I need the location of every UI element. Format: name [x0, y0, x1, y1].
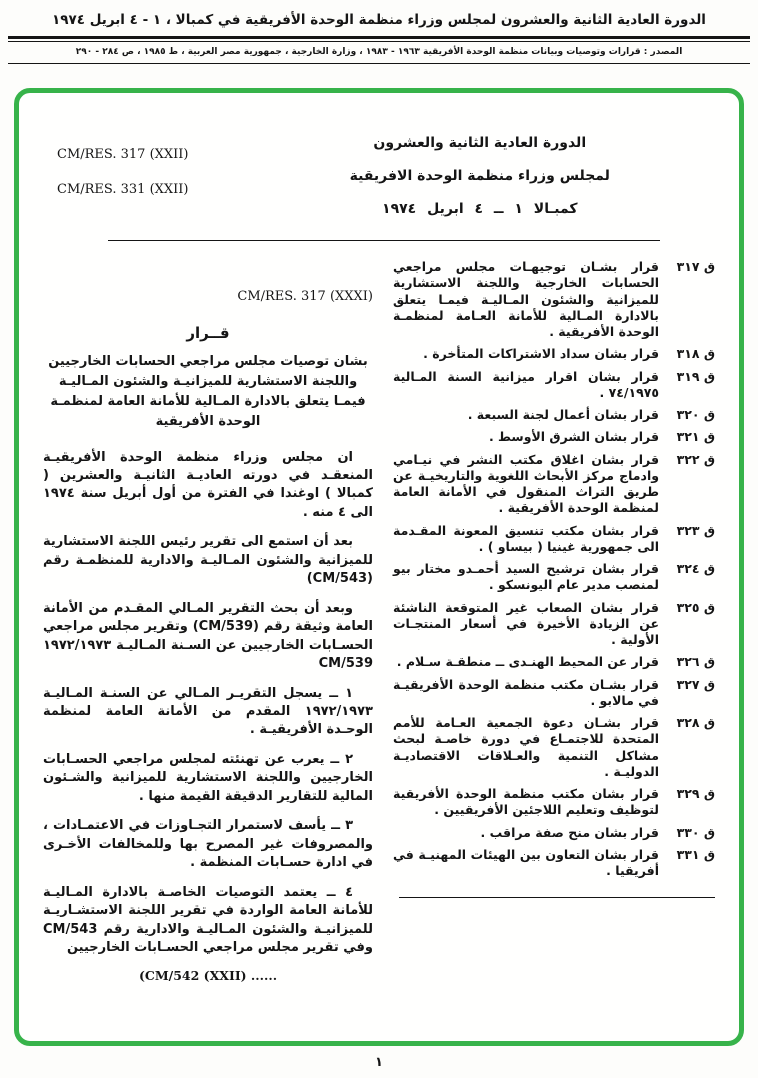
cm-res-ref-2: CM/RES. 331 (XXII): [57, 182, 189, 197]
resolution-list-item: [393, 523, 715, 556]
resolution-list-item: [393, 346, 715, 362]
resolution-text: قرار بشان الشرق الأوسط .: [488, 429, 659, 445]
body-paragraph: ٢ ــ يعرب عن تهنئته لمجلس مراجعي الحسـابات الخارجيين واللجنة الاستشارية للميزانية والشـئون المالية للتقارير الدقيقة القيمة منها .: [43, 751, 373, 804]
resolution-list-item: [393, 407, 715, 423]
resolution-text: قرار بشان سداد الاشتراكات المتأخرة .: [423, 346, 659, 362]
body-paragraph: بعد أن استمع الى تقرير رئيس اللجنة الاستشارية للميزانية والشئون المـاليـة والادارية للمنظمـة رقم (CM/543): [43, 534, 373, 587]
resolution-list-item: [393, 847, 715, 880]
session-date-line: كمبـالا ١ ــ ٤ ابريل ١٩٧٤: [382, 201, 578, 217]
resolution-text: قرار بشان أعمال لجنة السبعة .: [467, 407, 659, 422]
resolution-list-item: [393, 825, 715, 841]
resolution-number: ق ٣٢٠: [676, 407, 715, 422]
resolution-number: ق ٣٢٩: [676, 786, 715, 801]
resolution-text: قرار بشان اقرار ميزانية السنة المـالية ٧٤/١٩٧٥ .: [393, 368, 659, 400]
resolutions-index-list: [393, 259, 715, 983]
resolution-number: ق ٣١٩: [676, 368, 715, 384]
resolution-number: ق ٣٣٠: [676, 824, 715, 840]
cm-res-body-ref: CM/RES. 317 (XXXI): [237, 289, 373, 304]
resolution-list-item: [393, 429, 715, 445]
body-paragraph: ١ ــ يسجل التقريـر المـالي عن السنـة المـاليـة ١٩٧٢/١٩٧٣ المقدم من الأمانة العامة لمنظمة الوحـدة الأفريقيـة .: [43, 685, 373, 738]
resolution-title: قــرار: [186, 324, 230, 342]
resolution-number: ق ٣٣١: [676, 846, 715, 862]
body-paragraph: ٤ ــ يعتمد التوصيات الخاصـة بالادارة المـاليـة للأمانة العامة الواردة في تقرير اللجنة الاستشـاريـة للميزانيـة والشئون المـاليـة والادارية رقم CM/543 وفي تقرير مجلس مراجعي الحسـابات الخارجيين: [43, 884, 373, 955]
footer-document-ref: (CM/542 (XXII) ......: [138, 968, 278, 984]
session-header: [43, 133, 715, 232]
resolution-text: قرار عن المحيط الهنـدى ــ منطقـة سـلام .: [396, 654, 659, 670]
thin-rule: [8, 63, 750, 64]
resolution-body-column: [43, 259, 373, 983]
page-number: ١: [375, 1055, 383, 1070]
resolution-list-item: [393, 259, 715, 340]
resolution-subtitle: بشان توصيات مجلس مراجعي الحسابات الخارجيين واللجنة الاستشارية للميزانيـة والشئون المـاليـة فيمـا يتعلق بالادارة المـالية للأمانة العامة لمنظمـة الوحدة الأفريقية: [48, 354, 368, 430]
resolution-number: ق ٣٢٢: [676, 451, 715, 467]
resolution-text: قرار بشـان مكتب منظمة الوحدة الأفريقيـة في مالابو .: [393, 676, 659, 708]
resolution-number: ق ٣٢٤: [676, 561, 715, 576]
body-paragraph: وبعد أن بحث التقرير المـالي المقـدم من الأمانة العامة وثيقة رقم (CM/539) وتقرير مجلس مراجعي الحسـابات الخارجيين عن السـنة المـاليـة ١٩٧٢/١٩٧٣ CM/539: [43, 600, 373, 672]
resolution-number: ق ٣١٧: [676, 259, 715, 274]
session-title-line2: لمجلس وزراء منظمة الوحدة الافريقية: [349, 168, 610, 184]
resolution-text: قرار بشان مكتب تنسيق المعونة المقـدمة الى جمهورية غينيا ( بيساو ) .: [393, 522, 659, 554]
resolution-number: ق ٣٢٧: [676, 676, 715, 692]
resolution-text: قرار بشـان توجيهـات مجلس مراجعي الحسابات الخارجية واللجنة الاستشارية للميزانية والشئون المـاليـة فيمـا يتعلق بالادارة المـالية للأمانة العـامة لمنظمـة الوحدة الأفريقية .: [393, 259, 659, 339]
resolution-number: ق ٣٢١: [676, 429, 715, 445]
double-rule: [8, 36, 750, 42]
resolution-number: ق ٣٢٨: [676, 715, 715, 730]
resolution-list-item: [393, 369, 715, 402]
resolution-number: ق ٣٢٥: [676, 599, 715, 615]
list-end-rule: [399, 897, 715, 898]
body-paragraph: ٣ ــ يأسف لاستمرار التجـاوزات في الاعتمـادات ، والمصروفات غير المصرح بها وللمخالفات الأخـرى في ادارة حسـابات المنظمة .: [43, 818, 373, 871]
resolution-number: ق ٣٢٣: [676, 522, 715, 538]
body-paragraph: ان مجلس وزراء منظمة الوحدة الأفريقيـة المنعقـد في دورته العاديـة الثانيـة والعشرين ( كمبالا ) اوغندا في الفترة من أول أبريل سنة ١٩٧٤ الى ٤ منه .: [43, 449, 373, 520]
header-divider-rule: [108, 240, 660, 241]
resolution-text: قرار بشان الصعاب غير المتوقعة الناشئة عن الزيادة الأخيرة في أسعار المنتجـات الأولية .: [393, 599, 659, 647]
session-title-block: [285, 133, 675, 232]
session-title-line1: الدورة العادية الثانية والعشرون: [373, 135, 587, 151]
resolution-reference-labels: [43, 133, 285, 232]
resolution-text: قرار بشان اغلاق مكتب النشر في نيـامي وادماج مركز الأبحاث اللغوية والتاريخيـة عن طريق التراث المنقول في الأمانة العامة لمنظمة الوحدة الأفريقية .: [393, 451, 659, 516]
green-content-frame: [14, 88, 744, 1046]
page-header-title: الدورة العادية الثانية والعشرون لمجلس وزراء منظمة الوحدة الأفريقية في كمبالا ، ١ - ٤ ابريل ١٩٧٤: [52, 12, 706, 28]
two-column-body: [43, 259, 715, 983]
source-citation-line: المصدر : قرارات وتوصيات وبيانات منظمة الوحدة الأفريقية ١٩٦٣ - ١٩٨٣ ، وزارة الخارجية ، جمهورية مصر العربية ، ط ١٩٨٥ ، ص ٢٨٤ - ٢٩٠: [75, 47, 683, 57]
resolution-text: قرار بشـان دعوة الجمعية العـامة للأمم المتحدة للاجتمـاع في دورة خاصـة لبحث مشاكل التنمية والعـلاقات الاقتصاديـة الدوليـة .: [393, 715, 659, 779]
resolution-text: قرار بشان التعاون بين الهيئات المهنيـة في أفريقيا .: [393, 846, 659, 878]
resolution-text: قرار بشان ترشيح السيد أحمـدو مختار بيو لمنصب مدير عام اليونسكو .: [393, 561, 659, 593]
resolution-number: ق ٣٢٦: [676, 654, 715, 670]
cm-res-ref-1: CM/RES. 317 (XXII): [57, 147, 189, 162]
resolution-list-item: [393, 677, 715, 710]
resolution-list-item: [393, 654, 715, 670]
resolution-list-item: [393, 786, 715, 819]
resolution-list-item: [393, 561, 715, 594]
resolution-text: قرار بشان منح صفة مراقب .: [480, 824, 659, 840]
resolution-list-item: [393, 600, 715, 649]
resolution-text: قرار بشان مكتب منظمة الوحدة الأفريقية لتوظيف وتعليم اللاجئين الأفريقيين .: [393, 786, 659, 818]
resolution-number: ق ٣١٨: [676, 346, 715, 362]
resolution-list-item: [393, 452, 715, 517]
resolution-list-item: [393, 715, 715, 780]
